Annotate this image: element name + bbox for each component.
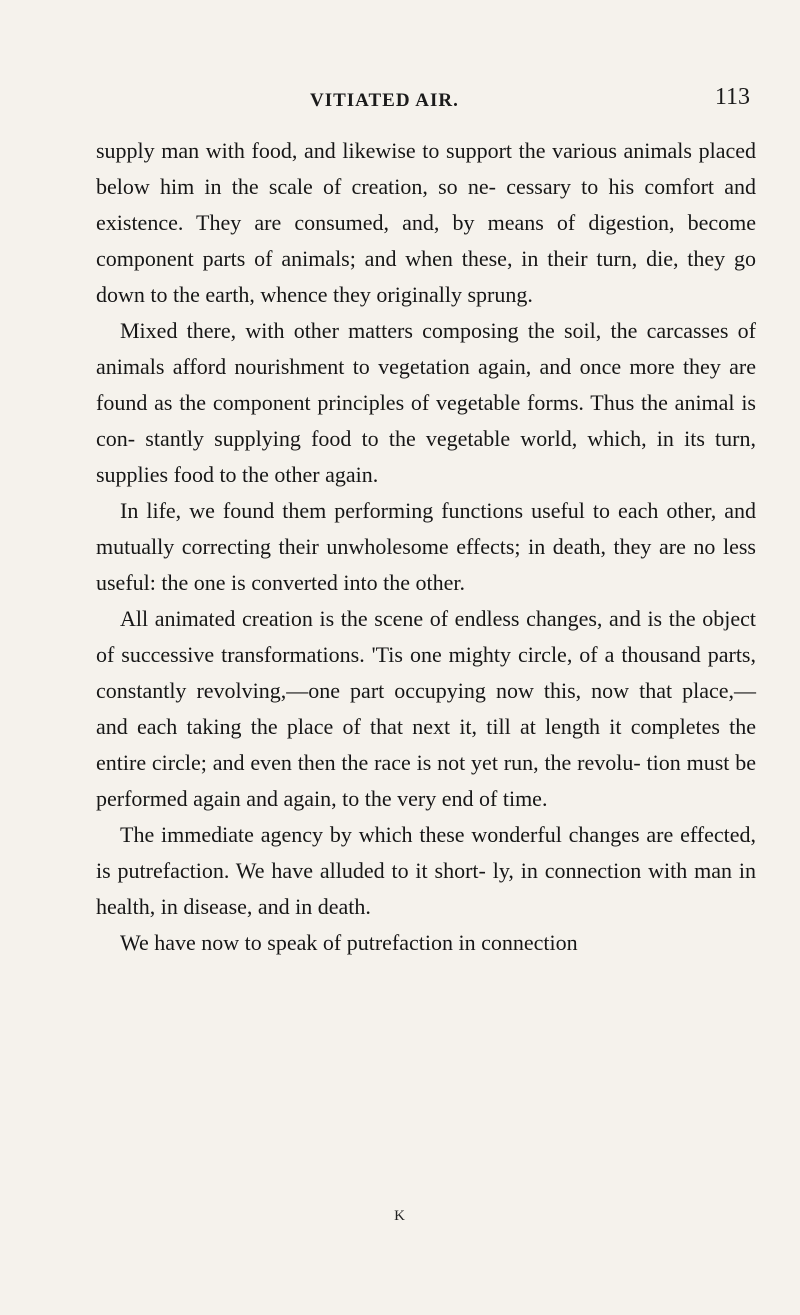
paragraph-2: Mixed there, with other matters composing the soil, the carcasses of animals afford nourishment to vegetation again, and once more they are found as the component principles of vegetable forms. Thus the animal is con- stantly supplying food to the vegetable world, which, in its turn, supplies food to the other again. <box>96 318 756 487</box>
signature-mark: K <box>394 1208 406 1224</box>
paragraph-3: In life, we found them performing functions useful to each other, and mutually correcting their unwholesome effects; in death, they are no less useful: the one is converted into the other. <box>96 498 756 595</box>
paragraph-5: The immediate agency by which these wonderful changes are effected, is putrefaction. We have alluded to it short- ly, in connection with man in health, in disease, and in death. <box>96 822 756 919</box>
body-text <box>96 133 756 961</box>
paragraph-1: supply man with food, and likewise to support the various animals placed below him in the scale of creation, so ne- cessary to his comfort and existence. They are consumed, and, by means of digestion, become component parts of animals; and when these, in their turn, die, they go down to the earth, whence they originally sprung. <box>96 138 756 307</box>
page-number: 113 <box>714 84 750 110</box>
paragraph-6: We have now to speak of putrefaction in connection <box>120 930 578 955</box>
page-header <box>96 84 756 120</box>
paragraph-4: All animated creation is the scene of endless changes, and is the object of successive transformations. 'Tis one mighty circle, of a thousand parts, constantly revolving,—one part occupying now this, now that place,— and each taking the place of that next it, till at length it completes the entire circle; and even then the race is not yet run, the revolu- tion must be performed again and again, to the very end of time. <box>96 606 756 811</box>
running-title: VITIATED AIR. <box>310 90 459 111</box>
